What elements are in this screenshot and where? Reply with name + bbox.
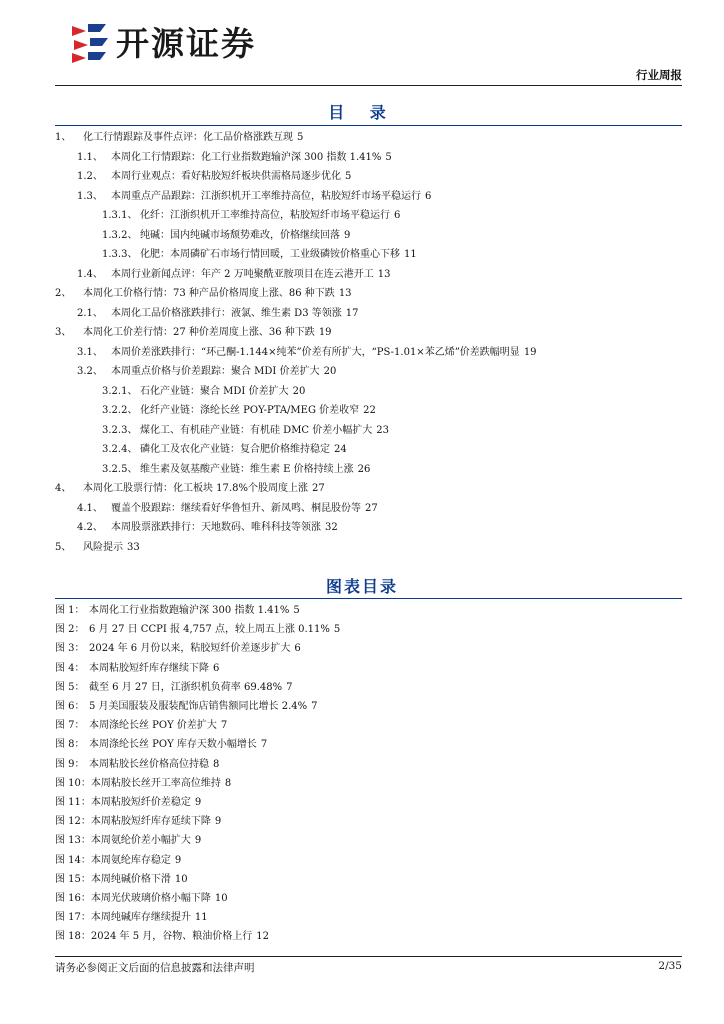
toc-text: 化纤：江浙织机开工率维持高位，粘胶短纤市场平稳运行 xyxy=(140,210,390,221)
toc-number: 3.1、 xyxy=(77,346,103,358)
toc-page-number: 27 xyxy=(311,483,325,494)
company-logo xyxy=(66,18,256,65)
header-divider xyxy=(55,85,682,86)
figure-number: 图 15： xyxy=(55,873,91,885)
toc-page-number: 19 xyxy=(318,327,332,338)
footer-divider xyxy=(55,956,682,957)
toc-page-number: 26 xyxy=(357,463,371,475)
toc-number: 1.4、 xyxy=(77,268,103,280)
toc-text: 纯碱：国内纯碱市场颓势难改，价格继续回落 xyxy=(140,229,340,241)
figure-text: 本周涤纶长丝 POY 价差扩大 xyxy=(89,720,217,732)
toc-number: 4.2、 xyxy=(77,522,103,533)
toc-text: 本周行业新闻点评：年产 2 万吨聚酰亚胺项目在连云港开工 xyxy=(111,268,374,280)
figure-page-number: 11 xyxy=(194,912,208,924)
figure-text: 本周化工行业指数跑输沪深 300 指数 1.41% xyxy=(89,605,290,616)
toc-page-number: 17 xyxy=(345,307,359,319)
toc-text: 磷化工及农化产业链：复合肥价格维持稳定 xyxy=(140,444,330,455)
figure-text: 本周纯碱价格下滑 xyxy=(90,873,171,885)
figure-page-number: 8 xyxy=(213,758,220,770)
toc-number: 3.2.4、 xyxy=(102,444,138,455)
figure-number: 图 1： xyxy=(55,605,85,616)
toc-text: 本周化工品价格涨跌排行：液氯、维生素 D3 等领涨 xyxy=(111,307,342,319)
toc-number: 3.2、 xyxy=(77,366,103,377)
figure-text: 本周氨纶价差小幅扩大 xyxy=(90,835,191,847)
toc-page-number: 13 xyxy=(338,288,352,299)
toc-page-number: 19 xyxy=(523,346,537,358)
toc-text: 本周化工行情跟踪：化工行业指数跑输沪深 300 指数 1.41% xyxy=(111,151,382,163)
figure-number: 图 17： xyxy=(55,912,91,924)
figure-number: 图 9： xyxy=(55,758,85,770)
figures-title: 图表目录 xyxy=(325,577,398,596)
toc-text: 化肥：本周磷矿石市场行情回暖，工业级磷铵价格重心下移 xyxy=(140,249,400,260)
toc-page-number: 6 xyxy=(394,210,401,221)
toc-text: 石化产业链：聚合 MDI 价差扩大 xyxy=(140,385,289,397)
figure-number: 图 11： xyxy=(55,797,91,808)
toc-page-number: 27 xyxy=(365,502,378,514)
toc-number: 1.3、 xyxy=(77,190,103,202)
toc-text: 本周行业观点：看好粘胶短纤板块供需格局逐步优化 xyxy=(111,171,341,182)
toc-number: 1.2、 xyxy=(77,171,103,182)
toc-page-number: 13 xyxy=(377,268,391,280)
toc-page-number: 5 xyxy=(297,132,304,143)
toc-page-number: 20 xyxy=(292,385,306,397)
toc-number: 3、 xyxy=(55,327,72,338)
toc-text: 本周重点价格与价差跟踪：聚合 MDI 价差扩大 xyxy=(111,366,320,377)
figure-text: 2024 年 6 月份以来，粘胶短纤价差逐步扩大 xyxy=(89,643,291,655)
figure-page-number: 5 xyxy=(333,624,341,636)
toc-text: 本周化工股票行情：化工板块 17.8%个股周度上涨 xyxy=(83,483,308,494)
toc-page-number: 23 xyxy=(376,424,389,436)
figure-text: 截至 6 月 27 日，江浙织机负荷率 69.48% xyxy=(89,681,283,693)
page-header xyxy=(0,0,724,90)
figure-page-number: 7 xyxy=(286,681,293,693)
figure-text: 本周粘胶短纤库存延续下降 xyxy=(90,816,211,828)
toc-number: 1.3.2、 xyxy=(102,229,138,241)
figure-number: 图 13： xyxy=(55,835,91,847)
figure-number: 图 14： xyxy=(55,854,91,866)
document-type-label: 行业周报 xyxy=(636,68,682,82)
toc-text: 化纤产业链：涤纶长丝 POY-PTA/MEG 价差收窄 xyxy=(140,405,360,416)
toc-page-number: 20 xyxy=(323,366,337,377)
figure-text: 6 月 27 日 CCPI 报 4,757 点，较上周五上涨 0.11% xyxy=(89,624,330,636)
toc-title: 目 录 xyxy=(328,103,396,122)
figure-page-number: 7 xyxy=(220,720,228,732)
figure-text: 本周氨纶库存稳定 xyxy=(90,854,171,866)
toc-text: 覆盖个股跟踪：继续看好华鲁恒升、新凤鸣、桐昆股份等 xyxy=(111,502,361,514)
toc-text: 本周股票涨跌排行：天地数码、唯科科技等领涨 xyxy=(111,522,321,533)
toc-page-number: 6 xyxy=(425,190,432,202)
toc-number: 1.3.3、 xyxy=(102,249,138,260)
toc-page-number: 5 xyxy=(345,171,352,182)
toc-number: 1.1、 xyxy=(77,151,103,163)
figure-page-number: 9 xyxy=(194,797,202,808)
toc-number: 2.1、 xyxy=(77,307,103,319)
logo-text: 开源证券 xyxy=(116,24,256,63)
toc-page-number: 9 xyxy=(344,229,351,241)
toc-number: 3.2.2、 xyxy=(102,405,138,416)
figure-page-number: 5 xyxy=(293,605,300,616)
toc-number: 4.1、 xyxy=(77,502,103,514)
toc-number: 1、 xyxy=(55,132,72,143)
figure-number: 图 2： xyxy=(55,624,85,636)
toc-text: 本周化工价格行情：73 种产品价格周度上涨、86 种下跌 xyxy=(83,288,335,299)
footer-disclaimer: 请务必参阅正文后面的信息披露和法律声明 xyxy=(55,962,255,974)
figure-text: 本周纯碱库存继续提升 xyxy=(90,912,191,924)
figure-text: 本周涤纶长丝 POY 库存天数小幅增长 xyxy=(89,739,257,751)
figure-page-number: 8 xyxy=(224,777,232,789)
toc-text: 维生素及氨基酸产业链：维生素 E 价格持续上涨 xyxy=(140,463,354,475)
toc-number: 3.2.3、 xyxy=(102,424,138,436)
toc-number: 2、 xyxy=(55,288,72,299)
figure-page-number: 7 xyxy=(260,739,268,751)
toc-text: 风险提示 xyxy=(83,541,123,553)
figure-number: 图 7： xyxy=(55,720,85,732)
toc-number: 4、 xyxy=(55,483,72,494)
toc-text: 本周化工价差行情：27 种价差周度上涨、36 种下跌 xyxy=(83,327,315,338)
toc-page-number: 11 xyxy=(404,249,417,260)
figure-number: 图 12： xyxy=(55,816,91,828)
figure-number: 图 10： xyxy=(55,777,91,789)
figure-text: 本周光伏玻璃价格小幅下降 xyxy=(90,893,211,904)
toc-text: 本周重点产品跟踪：江浙织机开工率维持高位，粘胶短纤市场平稳运行 xyxy=(111,190,421,202)
figures-title-divider xyxy=(55,598,682,599)
figure-text: 本周粘胶短纤库存继续下降 xyxy=(89,662,209,674)
toc-text: 本周价差涨跌排行：“环己酮-1.144×纯苯”价差有所扩大，“PS-1.01×苯乙烯”价差跌幅明显 xyxy=(111,346,520,358)
figure-number: 图 4： xyxy=(55,662,85,674)
toc-number: 3.2.5、 xyxy=(102,463,138,475)
figure-text: 5 月美国服装及服装配饰店销售额同比增长 2.4% xyxy=(89,701,308,712)
figure-page-number: 9 xyxy=(214,816,222,828)
toc-text: 煤化工、有机硅产业链：有机硅 DMC 价差小幅扩大 xyxy=(140,424,373,436)
figure-text: 2024 年 5 月，谷物、粮油价格上行 xyxy=(90,931,253,943)
figure-number: 图 16： xyxy=(55,893,91,904)
figure-number: 图 8： xyxy=(55,739,85,751)
figure-page-number: 6 xyxy=(294,643,301,655)
figure-number: 图 3： xyxy=(55,643,85,655)
figure-page-number: 6 xyxy=(213,662,220,674)
toc-number: 1.3.1、 xyxy=(102,210,138,221)
figure-page-number: 10 xyxy=(174,873,188,885)
figure-number: 图 5： xyxy=(55,681,85,693)
toc-page-number: 24 xyxy=(334,444,347,455)
toc-page-number: 5 xyxy=(385,151,392,163)
toc-number: 3.2.1、 xyxy=(102,385,138,397)
toc-title-divider xyxy=(55,125,682,126)
toc-page-number: 32 xyxy=(325,522,338,533)
figure-page-number: 7 xyxy=(311,701,318,712)
figure-number: 图 6： xyxy=(55,701,85,712)
figure-text: 本周粘胶长丝开工率高位维持 xyxy=(90,777,221,789)
figure-page-number: 9 xyxy=(194,835,202,847)
toc-number: 5、 xyxy=(55,541,72,553)
logo-mark-icon xyxy=(66,20,110,64)
figure-text: 本周粘胶短纤价差稳定 xyxy=(90,797,191,808)
figure-page-number: 10 xyxy=(214,893,228,904)
toc-text: 化工行情跟踪及事件点评：化工品价格涨跌互现 xyxy=(83,132,293,143)
figure-page-number: 9 xyxy=(174,854,182,866)
toc-page-number: 33 xyxy=(127,541,140,553)
toc-page-number: 22 xyxy=(363,405,376,416)
figure-text: 本周粘胶长丝价格高位持稳 xyxy=(89,758,209,770)
figure-page-number: 12 xyxy=(256,931,269,943)
page-number: 2/35 xyxy=(658,960,682,972)
figure-number: 图 18： xyxy=(55,931,91,943)
